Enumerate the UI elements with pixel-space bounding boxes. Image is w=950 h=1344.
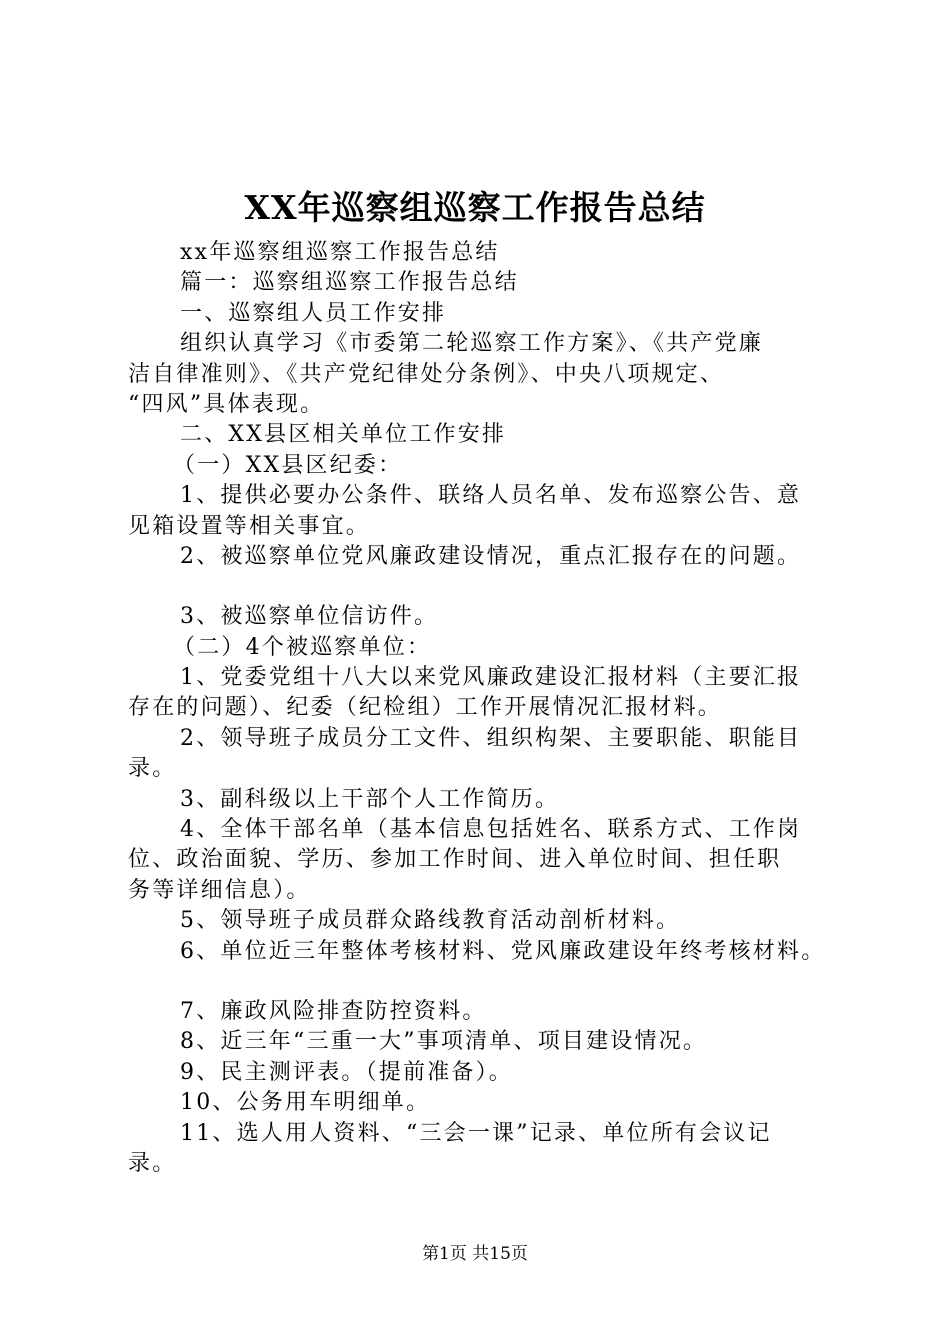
paragraph-line: 洁自律准则》、《共产党纪律处分条例》、中央八项规定、 (128, 361, 725, 387)
page-number: 第1页 共15页 (422, 1244, 528, 1264)
subtitle-line: xx年巡察组巡察工作报告总结 (180, 240, 500, 265)
paragraph-gap (128, 572, 838, 602)
list-item-line: 10、公务用车明细单。 (180, 1090, 431, 1116)
paragraph-line: 组织认真学习《市委第二轮巡察工作方案》、《共产党廉 (180, 331, 764, 357)
list-item-line: 1、党委党组十八大以来党风廉政建设汇报材料（主要汇报 (180, 665, 802, 691)
list-item-line: 5、领导班子成员群众路线教育活动剖析材料。 (180, 908, 681, 934)
list-item-line: 见箱设置等相关事宜。 (128, 513, 371, 539)
list-item-line: 3、副科级以上干部个人工作简历。 (180, 786, 560, 812)
section-heading: 一、巡察组人员工作安排 (180, 300, 447, 326)
list-item-line: 录。 (128, 756, 177, 782)
list-item-line: 4、全体干部名单（基本信息包括姓名、联系方式、工作岗 (180, 817, 802, 843)
paragraph-gap (128, 967, 838, 997)
list-item-line: 11、选人用人资料、“三会一课”记录、单位所有会议记 (180, 1120, 772, 1146)
list-item-line: 9、民主测评表。（提前准备）。 (180, 1059, 513, 1085)
sub-heading: （一）XX县区纪委： (173, 452, 403, 478)
list-item-line: 录。 (128, 1150, 177, 1176)
list-item-line: 务等详细信息）。 (128, 877, 311, 903)
list-item-line: 2、领导班子成员分工文件、组织构架、主要职能、职能目 (180, 725, 802, 751)
list-item-line: 6、单位近三年整体考核材料、党风廉政建设年终考核材料。 (180, 938, 826, 964)
list-item-line: 存在的问题）、纪委（纪检组）工作开展情况汇报材料。 (128, 695, 723, 721)
list-item-line: 8、近三年“三重一大”事项清单、项目建设情况。 (180, 1029, 708, 1055)
section-heading: 篇一：巡察组巡察工作报告总结 (180, 270, 519, 296)
section-heading: 二、XX县区相关单位工作安排 (180, 422, 507, 448)
list-item-line: 2、被巡察单位党风廉政建设情况，重点汇报存在的问题。 (180, 543, 802, 569)
sub-heading: （二）4个被巡察单位： (173, 634, 432, 660)
list-item-line: 3、被巡察单位信访件。 (180, 604, 439, 630)
list-item-line: 7、廉政风险排查防控资料。 (180, 998, 487, 1024)
paragraph-line: “四风”具体表现。 (128, 391, 325, 417)
list-item-line: 1、提供必要办公条件、联络人员名单、发布巡察公告、意 (180, 483, 802, 509)
document-title: XX年巡察组巡察工作报告总结 (244, 188, 706, 227)
document-body (128, 238, 838, 1179)
list-item-line: 位、政治面貌、学历、参加工作时间、进入单位时间、担任职 (128, 847, 782, 873)
